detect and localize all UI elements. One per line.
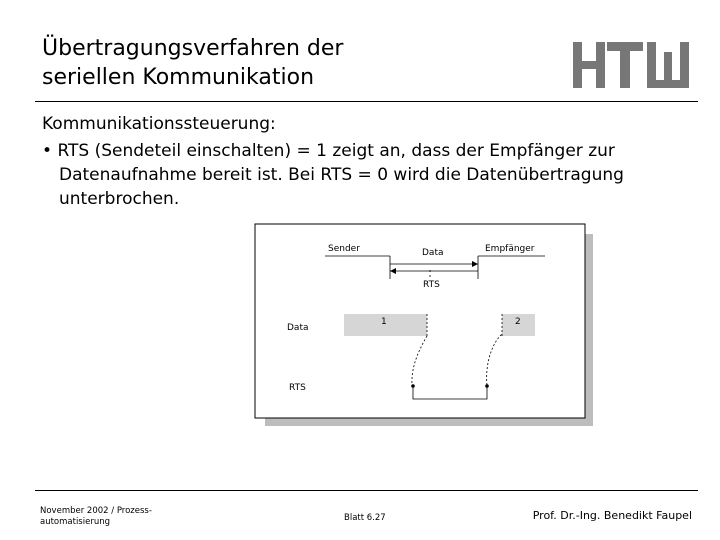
header-divider [35,101,698,102]
bullet-marker: • [42,141,53,161]
bullet-item [42,139,702,211]
slide-title-line1: Übertragungsverfahren der [42,36,344,61]
data-block-2-label: 2 [515,317,521,327]
slide-title [42,34,343,92]
footer-author: Prof. Dr.-Ing. Benedikt Faupel [532,509,692,522]
section-heading: Kommunikationssteuerung: [42,114,276,134]
rts-label-left: RTS [289,383,306,393]
footer-date-line1: November 2002 / Prozess- [40,506,152,516]
data-label-top: Data [422,248,444,258]
footer-divider [35,490,698,491]
bullet-text-1: RTS (Sendeteil einschalten) = 1 zeigt an, dass der Empfänger zur [57,141,615,161]
bullet-line-3: unterbrochen. [59,189,180,209]
footer-date-line2: automatisierung [40,517,110,527]
bullet-line-1 [42,139,702,163]
rts-timing-figure [253,222,595,428]
footer-date [40,506,170,528]
htw-logo [571,40,691,90]
sender-label: Sender [328,244,360,254]
data-label-left: Data [287,323,309,333]
receiver-label: Empfänger [485,244,535,254]
rts-label-top: RTS [423,280,440,290]
data-block-1-label: 1 [381,317,387,327]
bullet-line-2: Datenaufnahme bereit ist. Bei RTS = 0 wird die Datenübertragung [59,165,624,185]
footer-page-number: Blatt 6.27 [344,513,386,523]
slide-title-line2: seriellen Kommunikation [42,65,315,90]
